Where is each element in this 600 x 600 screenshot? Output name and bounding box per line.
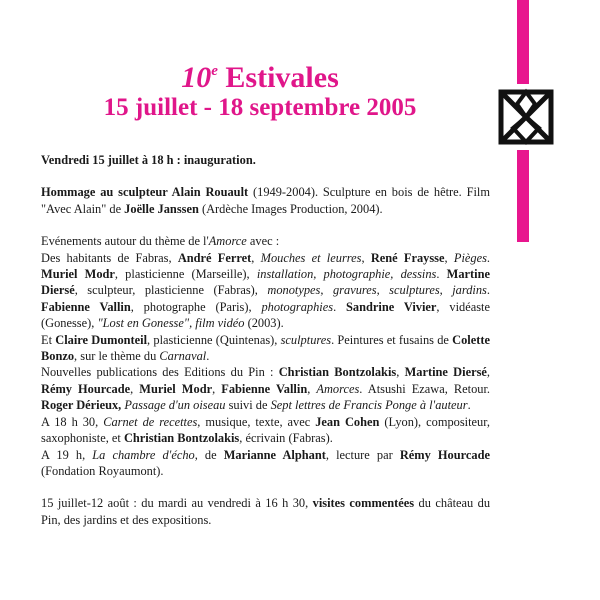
hommage-text: (1949-2004). Sculpture en bois de hêtre. Film "Avec Alain" de xyxy=(41,185,491,216)
program-text xyxy=(41,152,490,528)
author-name: Marianne Alphant xyxy=(223,447,326,462)
echo-text: , lecture par xyxy=(325,447,400,462)
author-name: Christian Bontzolakis xyxy=(278,365,397,380)
events-text: , vidéaste (Gonesse), xyxy=(41,299,490,331)
author-name: Fabienne Vallin xyxy=(221,381,308,396)
events-intro: Evénements autour du thème de l' xyxy=(41,234,209,249)
hommage-production: (Ardèche Images Production, 2004). xyxy=(198,201,383,216)
accent-bar-top xyxy=(517,0,529,84)
visites-paragraph xyxy=(41,495,490,528)
events-text: , xyxy=(251,250,261,265)
events-text: , sculpteur, plasticienne (Fabras), xyxy=(74,283,268,298)
artist-name: Martine Diersé xyxy=(41,267,490,298)
hommage-director: Joëlle Janssen xyxy=(124,201,199,216)
cross-in-square-logo-icon xyxy=(493,84,559,150)
publications-text: Nouvelles publications des Editions du Pin : xyxy=(41,365,279,380)
artist-name: Sandrine Vivier xyxy=(346,299,437,314)
page-title xyxy=(60,54,460,95)
performer-name: Jean Cohen xyxy=(315,414,380,429)
event-dates: 15 juillet - 18 septembre 2005 xyxy=(103,94,417,121)
title-ordinal: 10 xyxy=(181,61,212,94)
book-title: Passage d'un oiseau xyxy=(124,398,226,413)
echo-text: A 19 h, xyxy=(41,447,93,462)
performance-title: Carnet de recettes xyxy=(103,414,198,429)
publications-text: . xyxy=(467,398,471,413)
visites-text: 15 juillet-12 août : du mardi au vendredi à 16 h 30, xyxy=(41,496,313,511)
performance-title: La chambre d'écho xyxy=(92,447,195,462)
artwork-title: sculptures xyxy=(280,332,332,347)
claire-text: . Peintures et fusains de xyxy=(331,332,453,347)
author-name: Roger Dérieux, xyxy=(41,398,122,413)
publications-text: , xyxy=(212,381,222,396)
carnet-text: (Lyon), compositeur, saxophoniste, et xyxy=(41,414,490,446)
author-name: Martine Diersé xyxy=(404,365,487,380)
performer-name: Rémy Hourcade xyxy=(399,447,490,462)
artist-name: Fabienne Vallin xyxy=(41,299,131,314)
claire-paragraph xyxy=(41,332,490,365)
artist-name: Claire Dumonteil xyxy=(55,332,148,347)
book-title: Amorces xyxy=(316,381,360,396)
carnet-paragraph xyxy=(41,414,490,447)
claire-text: . xyxy=(206,349,210,364)
title-word: Estivales xyxy=(225,61,339,94)
inauguration-text: Vendredi 15 juillet à 18 h : inauguration. xyxy=(41,153,256,167)
publications-text: , xyxy=(396,365,405,380)
accent-bar-bottom xyxy=(517,150,529,242)
publications-text: . Atsushi Ezawa, Retour. xyxy=(359,381,491,396)
claire-text: , plasticienne (Quintenas), xyxy=(147,332,281,347)
events-text: , xyxy=(444,250,454,265)
hommage-lead: Hommage au sculpteur Alain Rouault xyxy=(41,185,249,200)
events-intro-end: avec : xyxy=(246,234,280,249)
book-title: Sept lettres de Francis Ponge à l'auteur xyxy=(270,398,468,413)
inauguration-line xyxy=(41,152,490,168)
publications-text: , xyxy=(307,381,317,396)
hommage-paragraph xyxy=(41,184,490,217)
events-text: . xyxy=(486,250,491,265)
events-text: , photographe (Paris), xyxy=(130,299,262,314)
artwork-title: Carnaval xyxy=(159,349,207,364)
artist-name: André Ferret xyxy=(177,250,252,265)
events-theme: Amorce xyxy=(208,234,247,249)
claire-text: , sur le thème du xyxy=(74,349,160,364)
echo-text: , de xyxy=(194,447,224,462)
visites-text: du château du Pin, des jardins et des expositions. xyxy=(41,496,491,527)
visites-highlight: visites commentées xyxy=(312,496,415,511)
carnet-text: A 18 h 30, xyxy=(41,414,104,429)
publications-text: , xyxy=(130,381,140,396)
artwork-title: monotypes, gravures, sculptures, jardins xyxy=(267,283,487,298)
carnet-text: , musique, texte, avec xyxy=(197,414,316,429)
carnet-text: , écrivain (Fabras). xyxy=(239,431,333,446)
artwork-title: "Lost en Gonesse", film vidéo xyxy=(97,316,245,331)
artwork-title: Pièges xyxy=(453,250,487,265)
echo-text: (Fondation Royaumont). xyxy=(41,463,164,478)
artwork-title: photographies xyxy=(261,299,334,314)
events-text: . xyxy=(333,299,347,314)
publications-text: , xyxy=(486,365,490,380)
author-name: Rémy Hourcade xyxy=(41,381,131,396)
title-ordinal-suffix: e xyxy=(211,63,218,79)
author-name: Muriel Modr xyxy=(139,381,213,396)
publications-paragraph xyxy=(41,364,490,413)
artist-name: Muriel Modr xyxy=(41,267,115,282)
events-text: . xyxy=(486,283,490,298)
artist-name: René Fraysse xyxy=(370,250,445,265)
publications-text: suivi de xyxy=(225,398,271,413)
events-text: , plasticienne (Marseille), xyxy=(114,267,257,282)
performer-name: Christian Bontzolakis xyxy=(123,431,240,446)
echo-paragraph xyxy=(41,447,490,480)
events-text: . xyxy=(436,267,447,282)
events-text: , xyxy=(361,250,371,265)
events-paragraph xyxy=(41,233,490,331)
artwork-title: installation, photographie, dessins xyxy=(256,267,437,282)
claire-text: Et xyxy=(41,332,56,347)
artwork-title: Mouches et leurres xyxy=(260,250,362,265)
artist-name: Colette Bonzo xyxy=(41,332,490,364)
events-text: (2003). xyxy=(244,316,284,331)
events-text: Des habitants de Fabras, xyxy=(41,250,178,265)
